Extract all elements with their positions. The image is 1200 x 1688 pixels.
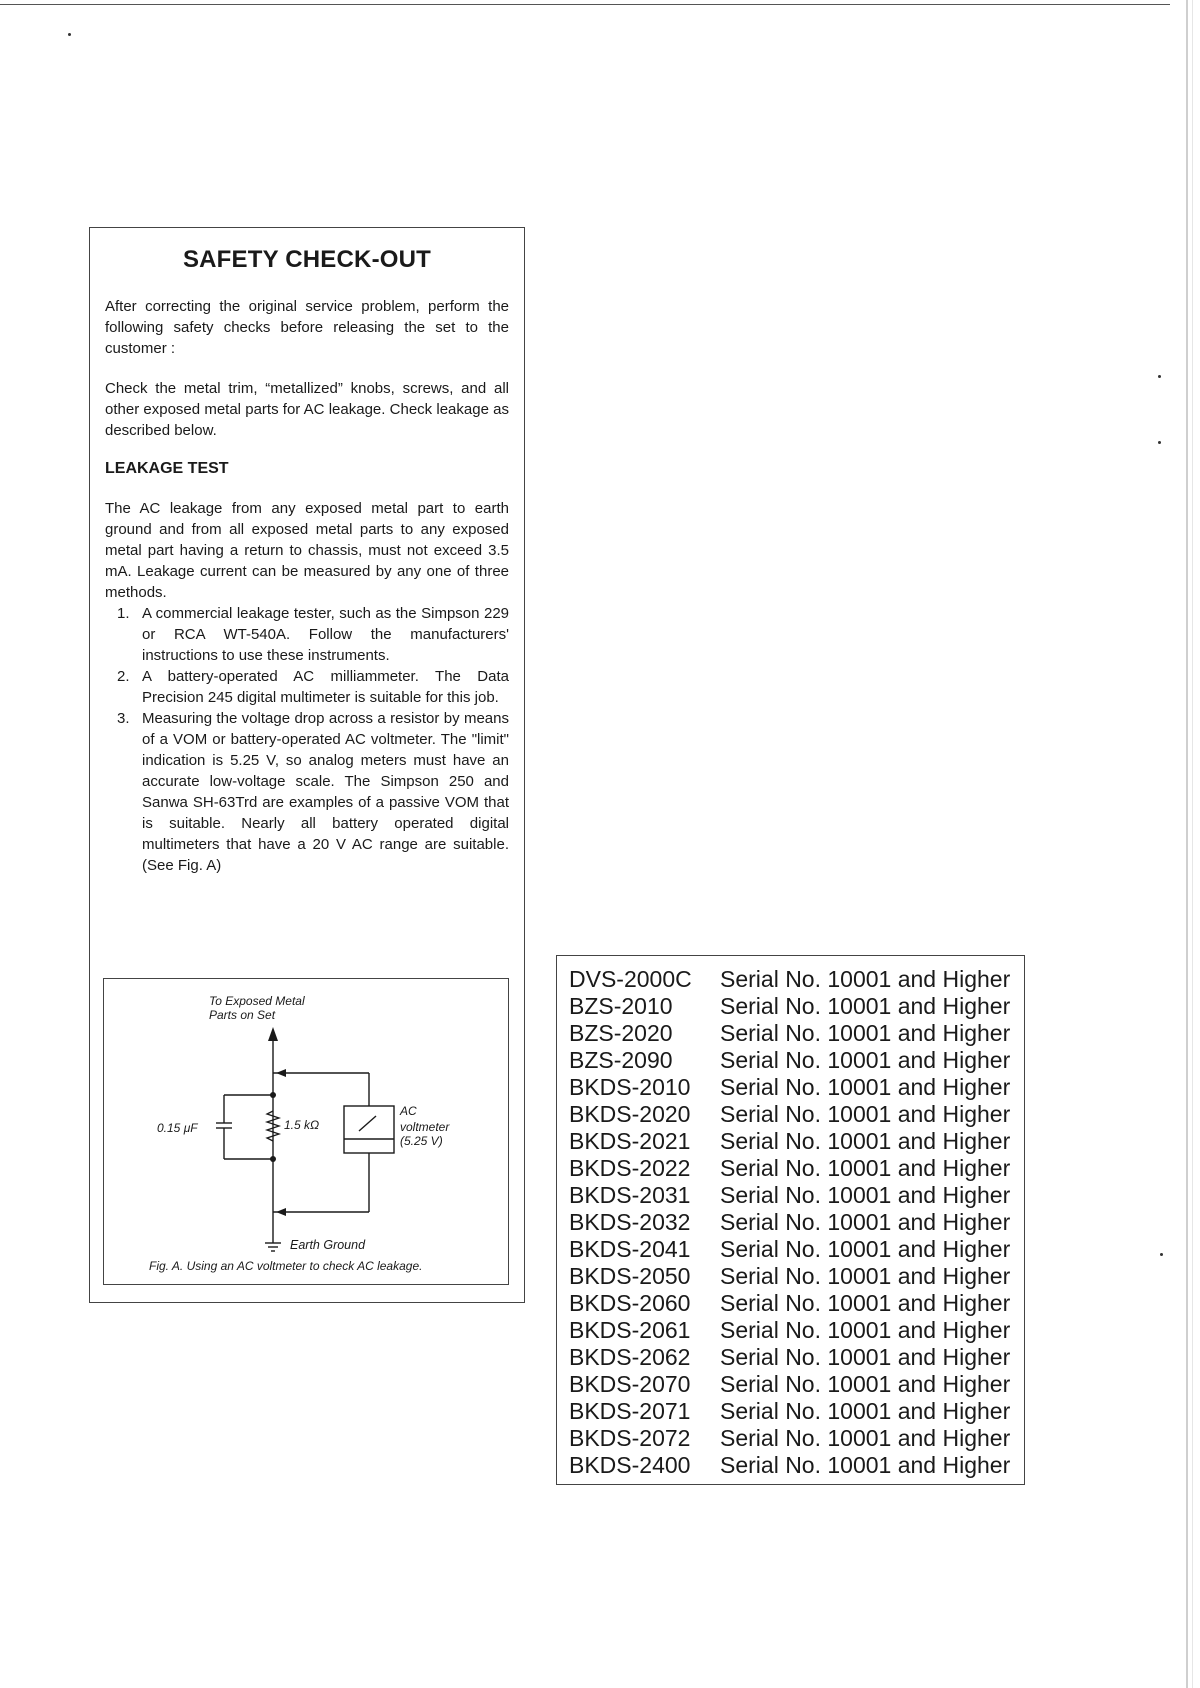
serial-cell: Serial No. 10001 and Higher [720,1452,1011,1478]
serial-cell: Serial No. 10001 and Higher [720,1371,1011,1397]
model-cell: BKDS-2062 [569,1344,691,1370]
method-item: 2. A battery-operated AC milliammeter. The Data Precision 245 digital multimeter is suitable for this job. [117,668,509,706]
serial-cell: Serial No. 10001 and Higher [720,1047,1011,1073]
model-cell: BKDS-2060 [569,1290,691,1316]
check-paragraph: Check the metal trim, “metallized” knobs, screws, and all other exposed metal parts for AC leakage. Check leakage as described below. [105,380,509,439]
method-item: 3. Measuring the voltage drop across a resistor by means of a VOM or battery-operated AC voltmeter. The "limit" indication is 5.25 V, so analog meters must have an accurate low-voltage scale. The Simpson 250 and Sanwa SH-63Trd are examples of a passive VOM that is suitable. Nearly all battery operated digital multimeters that have a 20 V AC range are suitable. (See Fig. A) [117,710,509,874]
serial-cell: Serial No. 10001 and Higher [720,1398,1011,1424]
scan-speck [1158,375,1161,378]
model-cell: BKDS-2022 [569,1155,691,1181]
method-item: 1. A commercial leakage tester, such as the Simpson 229 or RCA WT-540A. Follow the manufacturers' instructions to use these instruments. [117,605,509,664]
model-cell: BKDS-2010 [569,1074,691,1100]
table-row [557,1047,1024,1074]
scan-speck [1160,1253,1163,1256]
label-exposed-metal: To Exposed Metal [209,994,305,1008]
scan-speck [68,33,71,36]
leakage-test-heading: LEAKAGE TEST [105,460,229,477]
meter-label-limit: (5.25 V) [400,1134,443,1148]
serial-cell: Serial No. 10001 and Higher [720,1182,1011,1208]
table-row [557,1182,1024,1209]
serial-cell: Serial No. 10001 and Higher [720,1101,1011,1127]
model-cell: BKDS-2031 [569,1182,691,1208]
model-cell: BKDS-2400 [569,1452,691,1478]
table-row [557,1317,1024,1344]
earth-ground-label: Earth Ground [290,1238,366,1252]
table-row [557,966,1024,993]
model-cell: BZS-2010 [569,993,673,1019]
serial-cell: Serial No. 10001 and Higher [720,1074,1011,1100]
table-row [557,1155,1024,1182]
table-row [557,1425,1024,1452]
leakage-paragraph: The AC leakage from any exposed metal part to earth ground and from all exposed metal parts to any exposed metal part having a return to chassis, must not exceed 3.5 mA. Leakage current can be measured by any one of three methods. [105,500,509,601]
table-row [557,1020,1024,1047]
model-cell: BZS-2090 [569,1047,673,1073]
meter-label-voltmeter: voltmeter [400,1120,450,1134]
model-cell: BKDS-2071 [569,1398,691,1424]
serial-cell: Serial No. 10001 and Higher [720,966,1011,992]
serial-cell: Serial No. 10001 and Higher [720,1128,1011,1154]
page-right-edge-shadow [1192,0,1193,1688]
model-cell: BKDS-2050 [569,1263,691,1289]
model-cell: BKDS-2021 [569,1128,691,1154]
table-row [557,1074,1024,1101]
table-row [557,1398,1024,1425]
safety-checkout-box [89,227,525,1303]
capacitor-label: 0.15 μF [157,1121,198,1135]
table-row [557,1263,1024,1290]
resistor-label: 1.5 kΩ [284,1118,320,1132]
model-cell: BKDS-2061 [569,1317,691,1343]
table-row [557,993,1024,1020]
table-row [557,1452,1024,1479]
label-parts-on-set: Parts on Set [209,1008,276,1022]
serial-cell: Serial No. 10001 and Higher [720,1344,1011,1370]
table-row [557,1344,1024,1371]
serial-cell: Serial No. 10001 and Higher [720,1020,1011,1046]
serial-cell: Serial No. 10001 and Higher [720,1236,1011,1262]
serial-cell: Serial No. 10001 and Higher [720,993,1011,1019]
methods-list [105,603,509,876]
serial-cell: Serial No. 10001 and Higher [720,1209,1011,1235]
table-row [557,1101,1024,1128]
page-right-edge [1186,0,1188,1688]
model-cell: BKDS-2072 [569,1425,691,1451]
table-row [557,1209,1024,1236]
table-row [557,1236,1024,1263]
meter-label-ac: AC [400,1104,417,1118]
serial-cell: Serial No. 10001 and Higher [720,1155,1011,1181]
model-cell: BKDS-2041 [569,1236,691,1262]
serial-cell: Serial No. 10001 and Higher [720,1263,1011,1289]
leakage-circuit-diagram [104,979,510,1286]
safety-title: SAFETY CHECK-OUT [182,246,432,273]
model-cell: BKDS-2032 [569,1209,691,1235]
intro-paragraph: After correcting the original service problem, perform the following safety checks before releasing the set to the customer : [105,298,509,357]
serial-number-table [556,955,1025,1485]
table-row [557,1371,1024,1398]
model-cell: BKDS-2020 [569,1101,691,1127]
model-cell: BZS-2020 [569,1020,673,1046]
model-cell: DVS-2000C [569,966,692,992]
figure-caption: Fig. A. Using an AC voltmeter to check AC leakage. [149,1259,423,1273]
serial-cell: Serial No. 10001 and Higher [720,1317,1011,1343]
scan-speck [1158,441,1161,444]
serial-cell: Serial No. 10001 and Higher [720,1425,1011,1451]
table-row [557,1290,1024,1317]
figure-a [103,978,509,1285]
page-top-rule [0,4,1170,5]
serial-cell: Serial No. 10001 and Higher [720,1290,1011,1316]
table-row [557,1128,1024,1155]
model-cell: BKDS-2070 [569,1371,691,1397]
